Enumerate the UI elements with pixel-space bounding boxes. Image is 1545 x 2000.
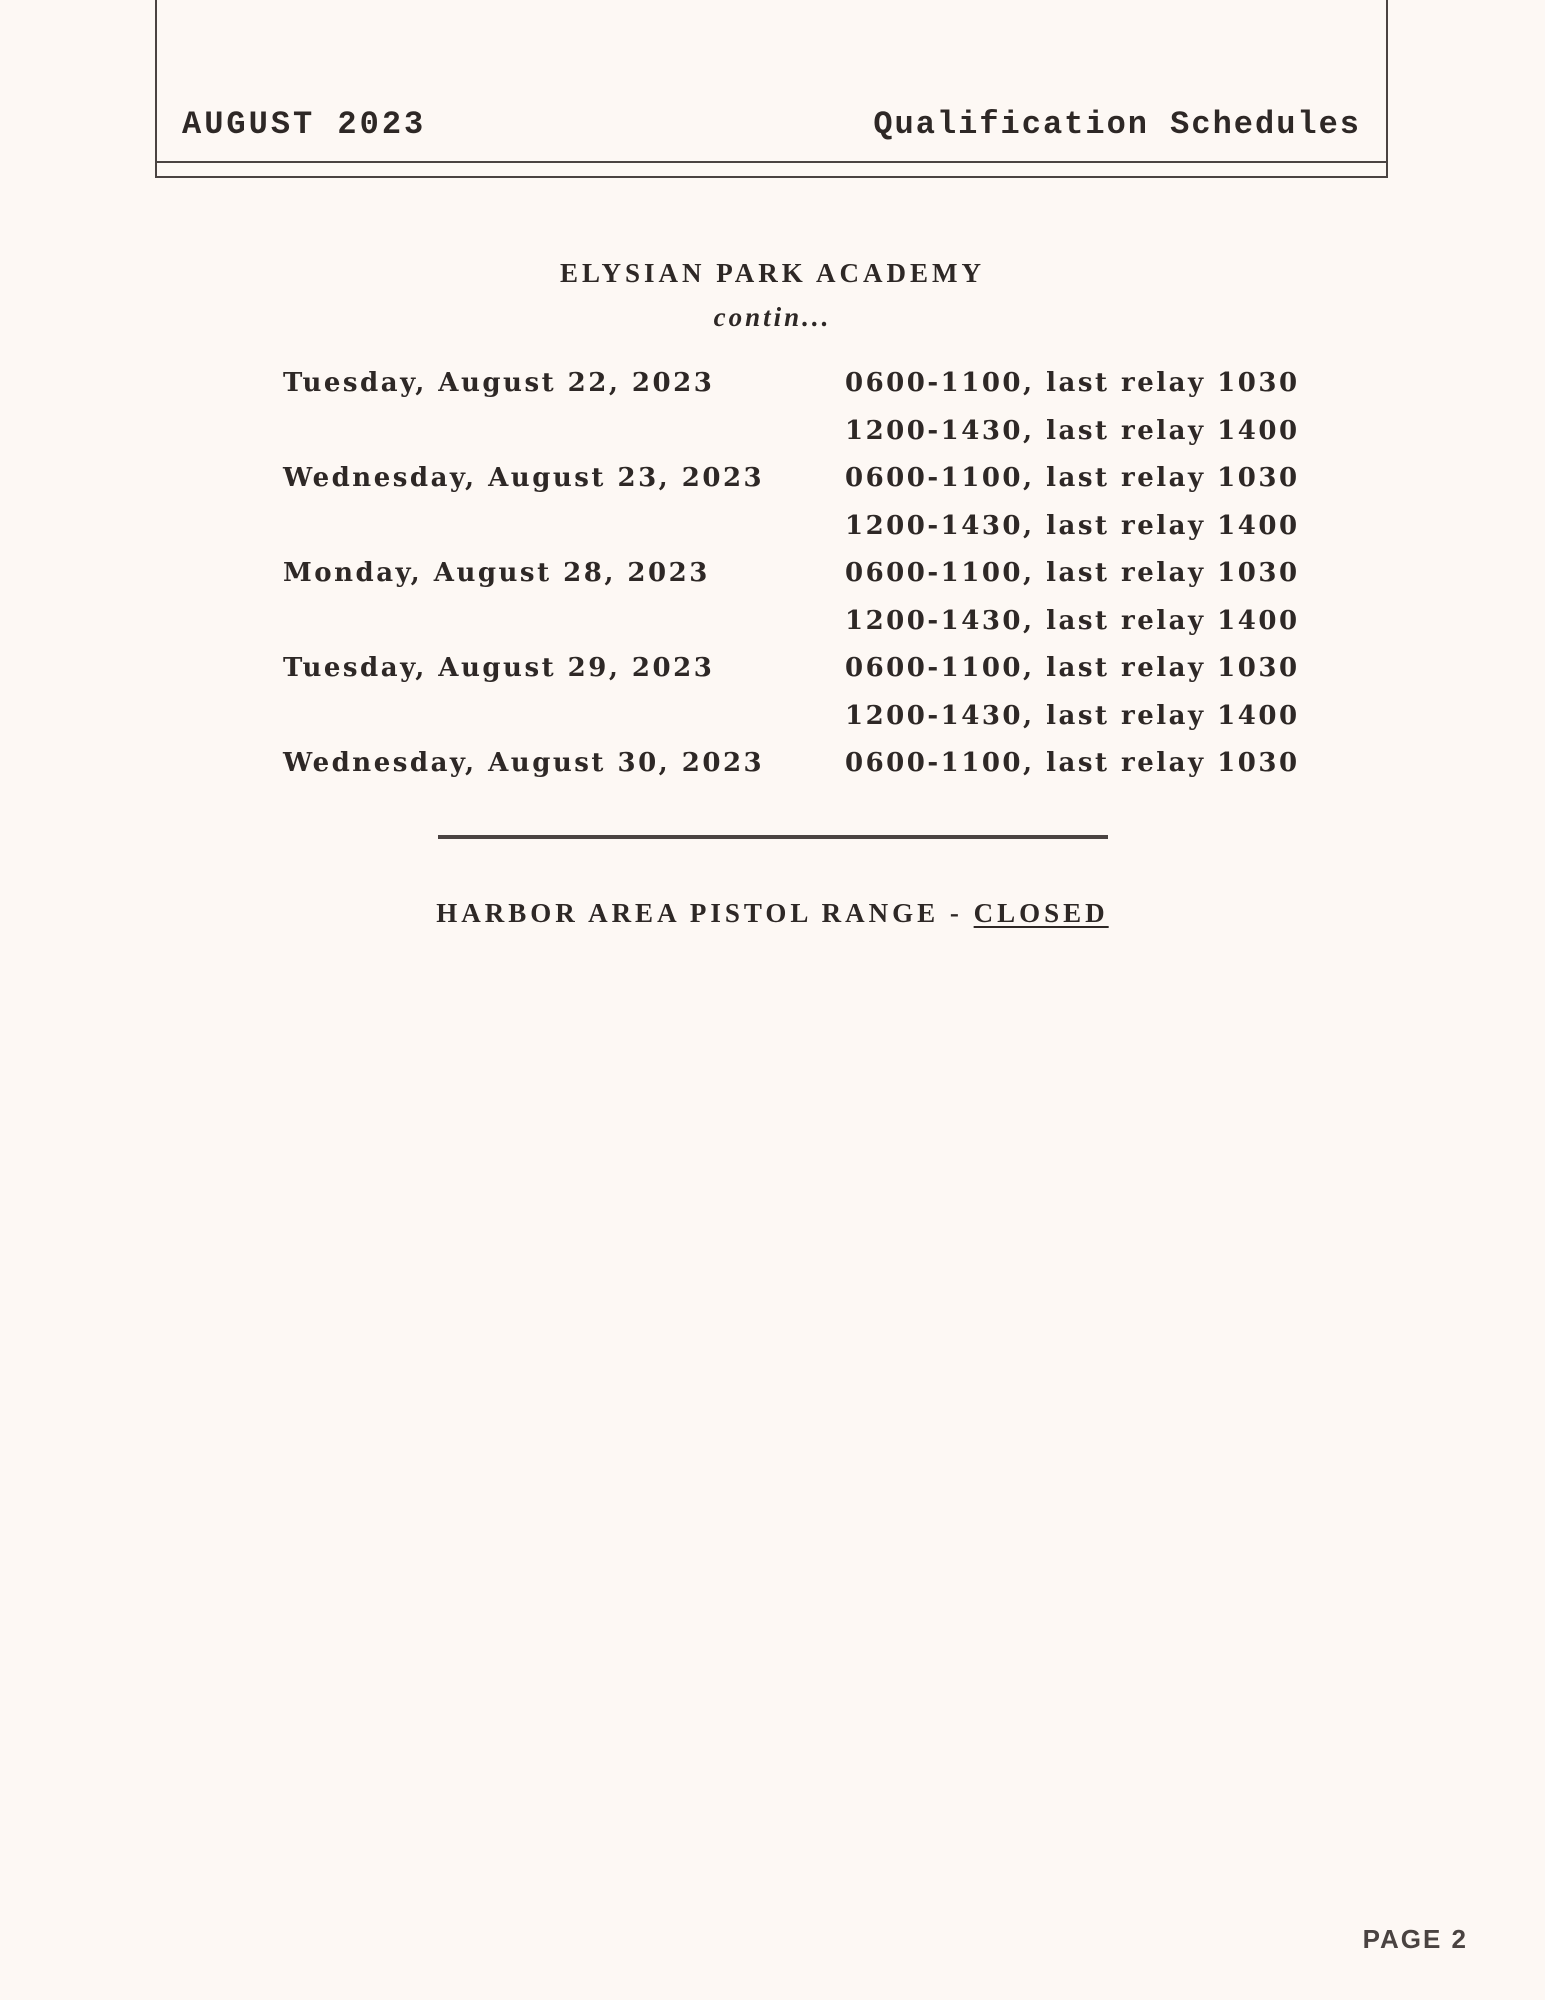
schedule-time: 1200-1430, last relay 1400 — [845, 510, 1300, 541]
schedule-row — [283, 693, 1300, 741]
schedule-date: Tuesday, August 22, 2023 — [283, 368, 715, 398]
schedule-row — [283, 645, 1300, 693]
schedule-time: 1200-1430, last relay 1400 — [845, 700, 1300, 731]
schedule-time: 0600-1100, last relay 1030 — [845, 653, 1300, 683]
schedule-date: Tuesday, August 29, 2023 — [283, 653, 715, 683]
page-header — [155, 0, 1388, 178]
schedule-row — [283, 455, 1300, 503]
range-name: HARBOR AREA PISTOL RANGE - — [436, 898, 974, 928]
schedule-row — [283, 598, 1300, 646]
section-title: ELYSIAN PARK ACADEMY — [559, 258, 986, 288]
schedule-row — [283, 740, 1300, 788]
header-month: AUGUST 2023 — [182, 106, 427, 143]
range-status: CLOSED — [973, 898, 1109, 928]
schedule-date: Wednesday, August 30, 2023 — [283, 748, 765, 778]
schedule-time: 0600-1100, last relay 1030 — [845, 748, 1300, 778]
range-heading — [0, 898, 1545, 929]
header-title: Qualification Schedules — [873, 106, 1361, 143]
schedule-row — [283, 503, 1300, 551]
schedule-date: Monday, August 28, 2023 — [283, 558, 710, 588]
schedule-time: 0600-1100, last relay 1030 — [845, 463, 1300, 493]
section-divider — [438, 835, 1108, 839]
schedule-time: 1200-1430, last relay 1400 — [845, 415, 1300, 446]
section-subtitle: contin... — [713, 302, 832, 332]
schedule-time: 0600-1100, last relay 1030 — [845, 368, 1300, 398]
schedule-time: 1200-1430, last relay 1400 — [845, 605, 1300, 636]
schedule-date: Wednesday, August 23, 2023 — [283, 463, 765, 493]
schedule-time: 0600-1100, last relay 1030 — [845, 558, 1300, 588]
schedule-row — [283, 550, 1300, 598]
schedule-row — [283, 408, 1300, 456]
header-divider — [157, 161, 1386, 163]
schedule-row — [283, 360, 1300, 408]
page-number: PAGE 2 — [1362, 1924, 1468, 1954]
schedule-table — [283, 360, 1300, 788]
